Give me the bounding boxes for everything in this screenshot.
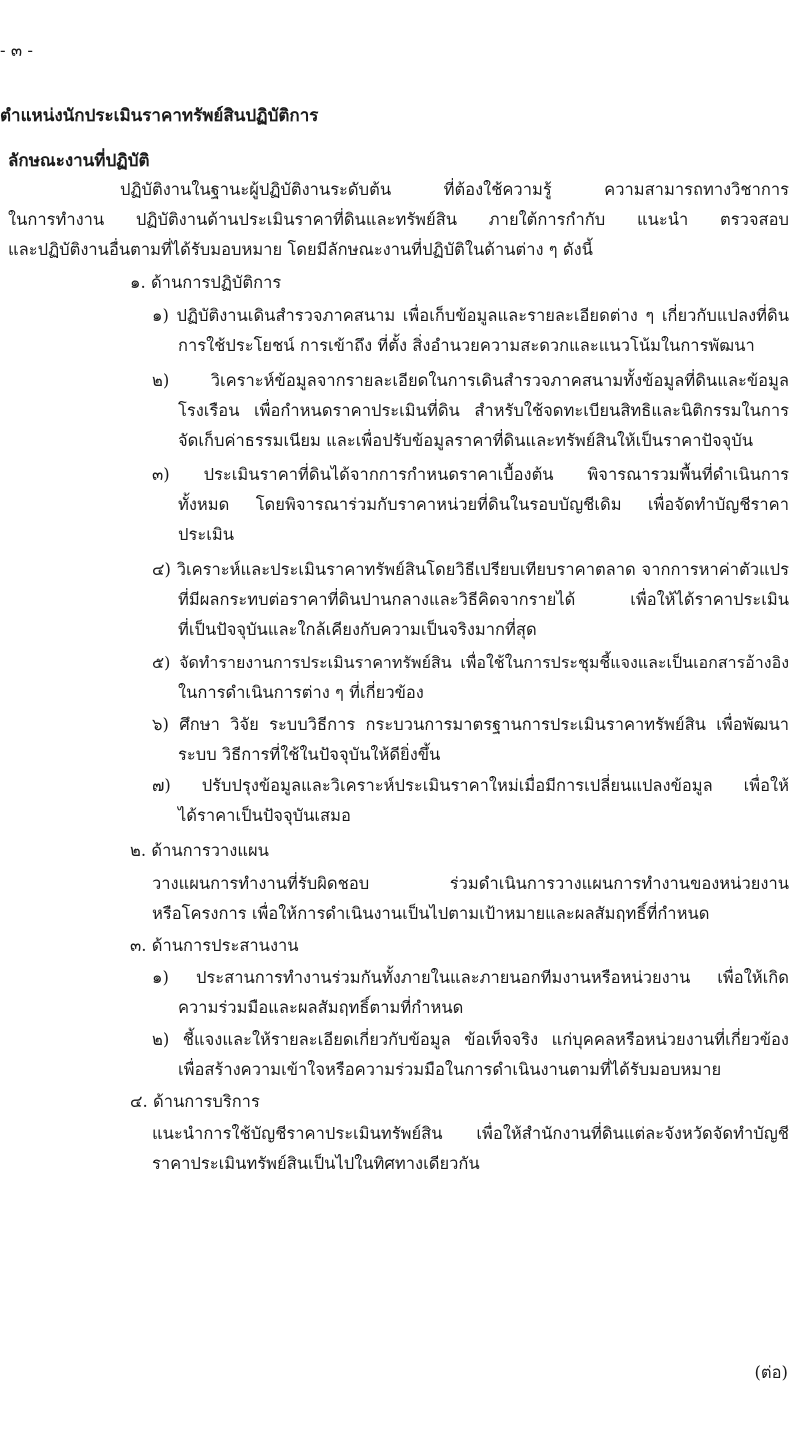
list-item: ๒) วิเคราะห์ข้อมูลจากรายละเอียดในการเดินสำรวจภาคสนามทั้งข้อมูลที่ดินและข้อมูล: [152, 371, 789, 390]
area-planning-heading: ๒. ด้านการวางแผน: [130, 841, 269, 860]
document-title: ตำแหน่งนักประเมินราคาทรัพย์สินปฏิบัติการ: [0, 106, 319, 126]
list-item: ๗) ปรับปรุงข้อมูลและวิเคราะห์ประเมินราคาใหม่เมื่อมีการเปลี่ยนแปลงข้อมูล เพื่อให้: [152, 776, 789, 795]
list-item: ๒) ชี้แจงและให้รายละเอียดเกี่ยวกับข้อมูล ข้อเท็จจริง แก่บุคคลหรือหน่วยงานที่เกี่ยวข้อง: [152, 1030, 789, 1049]
list-item: ๔) วิเคราะห์และประเมินราคาทรัพย์สินโดยวิธีเปรียบเทียบราคาตลาด จากการหาค่าตัวแปร: [152, 560, 789, 579]
section-heading: ลักษณะงานที่ปฏิบัติ: [8, 151, 150, 171]
intro-line: ปฏิบัติงานในฐานะผู้ปฏิบัติงานระดับต้น ที่ต้องใช้ความรู้ ความสามารถทางวิชาการ: [120, 180, 789, 199]
list-item-cont: ในการดำเนินการต่าง ๆ ที่เกี่ยวข้อง: [178, 683, 424, 702]
list-item-cont: ระบบ วิธีการที่ใช้ในปัจจุบันให้ดียิ่งขึ้น: [178, 745, 441, 764]
list-item-cont: การใช้ประโยชน์ การเข้าถึง ที่ตั้ง สิ่งอำนวยความสะดวกและแนวโน้มในการพัฒนา: [178, 336, 755, 355]
list-item-cont: โรงเรือน เพื่อกำหนดราคาประเมินที่ดิน สำหรับใช้จดทะเบียนสิทธิและนิติกรรมในการ: [178, 401, 789, 420]
list-item: ๕) จัดทำรายงานการประเมินราคาทรัพย์สิน เพื่อใช้ในการประชุมชี้แจงและเป็นเอกสารอ้างอิง: [152, 653, 789, 672]
list-item: ๑) ปฏิบัติงานเดินสำรวจภาคสนาม เพื่อเก็บข้อมูลและรายละเอียดต่าง ๆ เกี่ยวกับแปลงที่ดิน: [152, 306, 789, 325]
continued-marker: (ต่อ): [754, 1363, 788, 1382]
list-item-cont: ได้ราคาเป็นปัจจุบันเสมอ: [178, 806, 351, 825]
area-operations-heading: ๑. ด้านการปฏิบัติการ: [130, 273, 282, 292]
paragraph-line: วางแผนการทำงานที่รับผิดชอบ ร่วมดำเนินการวางแผนการทำงานของหน่วยงาน: [152, 874, 789, 893]
list-item: ๓) ประเมินราคาที่ดินได้จากการกำหนดราคาเบื้องต้น พิจารณารวมพื้นที่ดำเนินการ: [152, 465, 789, 484]
list-item-cont: เพื่อสร้างความเข้าใจหรือความร่วมมือในการดำเนินงานตามที่ได้รับมอบหมาย: [178, 1060, 722, 1079]
list-item: ๖) ศึกษา วิจัย ระบบวิธีการ กระบวนการมาตรฐานการประเมินราคาทรัพย์สิน เพื่อพัฒนา: [152, 715, 789, 734]
area-coordination-heading: ๓. ด้านการประสานงาน: [130, 936, 299, 955]
page-number: - ๓ -: [0, 41, 33, 60]
intro-line: และปฏิบัติงานอื่นตามที่ได้รับมอบหมาย โดยมีลักษณะงานที่ปฏิบัติในด้านต่าง ๆ ดังนี้: [8, 240, 593, 259]
list-item-cont: ที่มีผลกระทบต่อราคาที่ดินปานกลางและวิธีคิดจากรายได้ เพื่อให้ได้ราคาประเมิน: [178, 590, 789, 609]
paragraph-line: แนะนำการใช้บัญชีราคาประเมินทรัพย์สิน เพื่อให้สำนักงานที่ดินแต่ละจังหวัดจัดทำบัญชี: [152, 1124, 789, 1143]
intro-line: ในการทำงาน ปฏิบัติงานด้านประเมินราคาที่ดินและทรัพย์สิน ภายใต้การกำกับ แนะนำ ตรวจสอบ: [8, 210, 789, 229]
list-item-cont: ที่เป็นปัจจุบันและใกล้เคียงกับความเป็นจริงมากที่สุด: [178, 620, 537, 639]
list-item-cont: ความร่วมมือและผลสัมฤทธิ์ตามที่กำหนด: [178, 998, 464, 1017]
list-item-cont: จัดเก็บค่าธรรมเนียม และเพื่อปรับข้อมูลราคาที่ดินและทรัพย์สินให้เป็นราคาปัจจุบัน: [178, 431, 754, 450]
paragraph-line: หรือโครงการ เพื่อให้การดำเนินงานเป็นไปตามเป้าหมายและผลสัมฤทธิ์ที่กำหนด: [152, 904, 710, 923]
list-item: ๑) ประสานการทำงานร่วมกันทั้งภายในและภายนอกทีมงานหรือหน่วยงาน เพื่อให้เกิด: [152, 968, 789, 987]
paragraph-line: ราคาประเมินทรัพย์สินเป็นไปในทิศทางเดียวกัน: [152, 1154, 480, 1173]
area-service-heading: ๔. ด้านการบริการ: [130, 1092, 260, 1111]
list-item-cont: ประเมิน: [178, 525, 234, 544]
list-item-cont: ทั้งหมด โดยพิจารณาร่วมกับราคาหน่วยที่ดินในรอบบัญชีเดิม เพื่อจัดทำบัญชีราคา: [178, 495, 789, 514]
